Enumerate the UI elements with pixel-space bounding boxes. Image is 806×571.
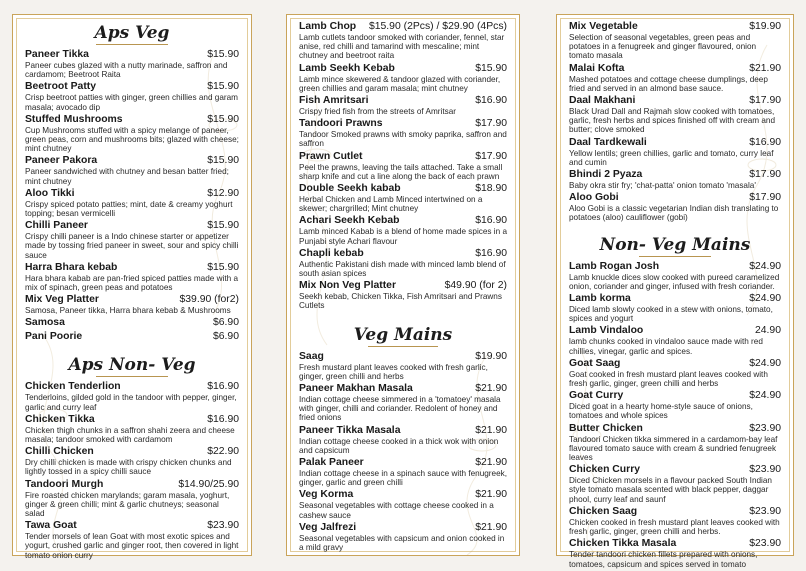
- item-price: $17.90: [475, 118, 507, 130]
- item-name: Paneer Makhan Masala: [299, 383, 413, 395]
- menu-item: [569, 358, 781, 388]
- item-price: $17.90: [749, 95, 781, 107]
- item-price: $24.90: [749, 390, 781, 402]
- menu-item: [25, 381, 239, 411]
- item-price: $19.90: [475, 350, 507, 362]
- item-price: $23.90: [749, 505, 781, 517]
- item-price: $21.90: [475, 489, 507, 501]
- item-name: Goat Curry: [569, 390, 624, 402]
- section-heading-aps-non-veg: Aps Non- Veg: [25, 355, 239, 377]
- item-description: Goat cooked in fresh mustard plant leaves cooked with fresh garlic, ginger, green chilli and herbs: [569, 369, 768, 389]
- item-name: Paneer Tikka Masala: [299, 424, 401, 436]
- menu-item: [25, 446, 239, 476]
- item-name: Malai Kofta: [569, 62, 625, 74]
- item-description: Tandoor Smoked prawns with smoky paprika, saffron and saffron: [299, 130, 507, 149]
- item-description: Diced goat in a hearty home-style sauce of onions, tomatoes and whole spices: [569, 402, 753, 421]
- item-price: $19.90: [749, 21, 781, 32]
- item-description: Crispy spiced potato patties; mint, date & creamy yoghurt topping; besan vermicelli: [25, 199, 233, 219]
- item-price: $24.90: [749, 260, 781, 272]
- item-price: $12.90: [207, 187, 239, 199]
- item-price: $15.90: [207, 81, 239, 93]
- menu-item: [569, 21, 781, 61]
- menu-item: [569, 63, 781, 93]
- menu-panel-right: [556, 14, 794, 569]
- section: [25, 23, 239, 343]
- item-description: Paneer cubes glazed with a nutty marinade, saffron and cardamom; Beetroot Raita: [25, 61, 228, 80]
- section: [25, 355, 239, 559]
- item-description: Tender morsels of lean Goat with most exotic spices and yogurt, crushed garlic and ginger root, then covered in light tomato onion curry: [25, 532, 239, 560]
- menu-item: [299, 63, 507, 93]
- item-description: Peel the prawns, leaving the tails attached. Take a small sharp knife and cut a line along the back of each prawn: [299, 162, 503, 181]
- menu-item: [25, 81, 239, 111]
- item-name: Chilli Paneer: [25, 220, 88, 232]
- item-description: Mashed potatoes and cottage cheese dumplings, deep fried and served in an almond base sauce.: [569, 74, 768, 93]
- item-price: $23.90: [749, 464, 781, 476]
- item-name: Aloo Gobi: [569, 192, 619, 204]
- item-name: Paneer Pakora: [25, 155, 98, 167]
- menu-item: [25, 262, 239, 292]
- menu-item: [299, 95, 507, 116]
- section: [569, 21, 781, 223]
- menu-item: [299, 522, 507, 552]
- menu-item: [569, 538, 781, 568]
- item-name: Goat Saag: [569, 357, 621, 369]
- section-heading-veg-mains: Veg Mains: [299, 325, 507, 347]
- item-description: Lamb mince skewered & tandoor glazed with coriander, green chillies and garam masala; mint chutney: [299, 74, 501, 93]
- item-description: lamb chunks cooked in vindaloo sauce made with red chillies, vinegar, garlic and spices.: [569, 337, 763, 356]
- item-price: $16.90: [475, 215, 507, 227]
- item-name: Pani Poorie: [25, 331, 83, 343]
- item-price: $21.90: [475, 424, 507, 436]
- item-name: Chapli kebab: [299, 247, 364, 259]
- item-name: Chicken Tikka: [25, 413, 95, 425]
- item-name: Harra Bhara kebab: [25, 261, 118, 273]
- menu-item: [25, 49, 239, 79]
- item-name: Tandoori Murgh: [25, 478, 104, 490]
- item-price: $49.90 (for 2): [444, 280, 507, 292]
- item-description: Herbal Chicken and Lamb Minced intertwined on a skewer; chargrilled; Mint chutney: [299, 195, 483, 214]
- menu-list: [569, 261, 781, 569]
- item-description: Tender tandoori chicken fillets prepared with onions, tomatoes, capsicum and spices served in tomato: [569, 550, 758, 569]
- item-description: Fire roasted chicken marylands; garam masala, yoghurt, ginger & green chilli; mint & garlic chutneys; seasonal salad: [25, 490, 230, 519]
- item-description: Indian cottage cheese cooked in a thick wok with onion and capsicum: [299, 436, 499, 455]
- item-price: $39.90 (for2): [179, 294, 239, 306]
- menu-item: [569, 390, 781, 420]
- item-name: Prawn Cutlet: [299, 150, 363, 162]
- item-price: $15.90: [207, 220, 239, 232]
- menu-item: [569, 506, 781, 536]
- item-name: Chicken Tenderlion: [25, 381, 121, 393]
- item-description: Diced lamb slowly cooked in a stew with onions, tomato, spices and yogurt: [569, 305, 773, 324]
- menu-list: [25, 381, 239, 559]
- item-description: Hara bhara kabab are pan-fried spiced patties made with a mix of spinach, green peas and potatoes: [25, 273, 238, 293]
- item-description: Diced Chicken morsels in a flavour packed South Indian style tomato masala scented with black pepper, daggar phool, curry leaf and saunf: [569, 476, 772, 504]
- item-name: Chicken Tikka Masala: [569, 538, 677, 550]
- item-price: $21.90: [475, 457, 507, 469]
- item-name: Lamb Chop: [299, 21, 357, 32]
- menu-item: [25, 114, 239, 154]
- menu-item: [569, 325, 781, 355]
- item-name: Stuffed Mushrooms: [25, 113, 123, 125]
- item-price: $16.90: [475, 247, 507, 259]
- item-name: Chicken Curry: [569, 464, 641, 476]
- item-name: Veg Jalfrezi: [299, 521, 357, 533]
- item-description: Crisp beetroot patties with ginger, green chillies and garam masala; avocado dip: [25, 93, 238, 112]
- item-name: Lamb Rogan Josh: [569, 260, 660, 272]
- item-price: $16.90: [749, 136, 781, 148]
- menu-item: [25, 294, 239, 315]
- menu-item: [299, 183, 507, 213]
- item-name: Bhindi 2 Pyaza: [569, 169, 643, 181]
- item-price: $21.90: [475, 383, 507, 395]
- menu-item: [569, 464, 781, 504]
- item-price: $17.90: [749, 169, 781, 181]
- item-name: Lamb Vindaloo: [569, 325, 644, 337]
- item-name: Double Seekh kabab: [299, 183, 401, 195]
- menu-item: [569, 293, 781, 323]
- menu-list: [25, 49, 239, 343]
- item-description: Yellow lentils; green chillies, garlic and tomato, curry leaf and cumin: [569, 148, 774, 167]
- menu-item: [25, 520, 239, 560]
- item-name: Fish Amritsari: [299, 95, 369, 107]
- item-price: $24.90: [749, 293, 781, 305]
- item-description: Crispy fried fish from the streets of Amritsar: [299, 107, 456, 117]
- item-name: Chilli Chicken: [25, 446, 94, 458]
- menu-panel-left: [12, 14, 252, 560]
- menu-item: [25, 331, 239, 343]
- item-price: 24.90: [754, 325, 781, 337]
- item-name: Mix Vegetable: [569, 21, 638, 32]
- item-price: $21.90: [475, 521, 507, 533]
- item-description: Seasonal vegetables with cottage cheese cooked in a cashew sauce: [299, 501, 494, 520]
- item-name: Palak Paneer: [299, 457, 364, 469]
- item-name: Mix Non Veg Platter: [299, 280, 397, 292]
- item-description: Lamb cutlets tandoor smoked with coriander, fennel, star anise, red chilli and tamarind with mescaline; mint chutney and beetroot raita: [299, 33, 505, 61]
- menu-item: [25, 414, 239, 444]
- item-description: Aloo Gobi is a classic vegetarian Indian dish translating to potatoes (aloo) cauliflower (gobi): [569, 204, 779, 223]
- item-price: $21.90: [749, 62, 781, 74]
- item-description: Lamb minced Kabab is a blend of home made spices in a Punjabi style Achari flavour: [299, 227, 507, 246]
- item-name: Saag: [299, 350, 324, 362]
- menu-item: [299, 118, 507, 148]
- menu-item: [299, 215, 507, 245]
- item-price: $15.90: [207, 155, 239, 167]
- item-price: $15.90: [207, 261, 239, 273]
- menu-item: [299, 21, 507, 61]
- item-price: $17.90: [749, 192, 781, 204]
- item-name: Tandoori Prawns: [299, 118, 383, 130]
- item-description: Selection of seasonal vegetables, green peas and potatoes in a fenugreek and ginger flavoured, onion tomato masala: [569, 33, 757, 61]
- item-description: Indian cottage cheese simmered in a 'tomatoey' masala with ginger, chilli and coriander. Redolent of honey and fried onions: [299, 395, 501, 423]
- item-price: $15.90: [475, 62, 507, 74]
- item-description: Tandoori Chicken tikka simmered in a cardamom-bay leaf flavoured tomato sauce with cream & sundried fenugreek leaves: [569, 434, 778, 463]
- menu-item: [299, 425, 507, 455]
- item-description: Fresh mustard plant leaves cooked with fresh garlic, ginger, green chilli and herbs: [299, 362, 488, 381]
- item-description: Tenderloins, gilded gold in the tandoor with pepper, ginger, garlic and curry leaf: [25, 393, 237, 412]
- menu-item: [299, 248, 507, 278]
- item-name: Mix Veg Platter: [25, 294, 99, 306]
- item-price: $16.90: [207, 381, 239, 393]
- menu-item: [569, 137, 781, 167]
- item-name: Achari Seekh Kebab: [299, 215, 400, 227]
- item-name: Butter Chicken: [569, 422, 643, 434]
- item-description: Samosa, Paneer tikka, Harra bhara kebab & Mushrooms: [25, 306, 231, 316]
- menu-item: [25, 155, 239, 185]
- item-name: Paneer Tikka: [25, 49, 89, 60]
- menu-panel-middle: [286, 14, 520, 556]
- item-name: Tawa Goat: [25, 520, 77, 532]
- menu-item: [299, 351, 507, 381]
- item-description: Seekh kebab, Chicken Tikka, Fish Amritsari and Prawns Cutlets: [299, 292, 502, 311]
- item-name: Samosa: [25, 317, 65, 329]
- item-price: $6.90: [212, 331, 239, 343]
- item-name: Daal Makhani: [569, 95, 636, 107]
- section: [569, 235, 781, 569]
- item-price: $15.90: [207, 113, 239, 125]
- item-name: Lamb korma: [569, 293, 631, 305]
- item-price: $14.90/25.90: [178, 478, 239, 490]
- item-name: Aloo Tikki: [25, 187, 75, 199]
- item-description: Chicken cooked in fresh mustard plant leaves cooked with fresh garlic, ginger, green chilli and herbs.: [569, 517, 780, 537]
- item-description: Lamb knuckle dices slow cooked with pureed caramelized onion, coriander and ginger, infused with fresh coriander.: [569, 272, 780, 291]
- item-price: $16.90: [475, 95, 507, 107]
- menu-item: [25, 317, 239, 329]
- section: [299, 325, 507, 553]
- section: [299, 21, 507, 311]
- item-price: $22.90: [207, 446, 239, 458]
- item-description: Chicken thigh chunks in a saffron shahi zeera and cheese masala; tandoor smoked with cardamom: [25, 425, 235, 445]
- item-name: Lamb Seekh Kebab: [299, 62, 395, 74]
- menu-item: [299, 151, 507, 181]
- menu-list: [299, 351, 507, 553]
- item-price: $15.90: [207, 49, 239, 60]
- item-description: Crispy chilli paneer is a Indo chinese starter or appetizer made by tossing fried paneer in sweet, sour and spicy chilli sauce: [25, 232, 239, 260]
- item-description: Black Urad Dall and Rajmah slow cooked with tomatoes, garlic, fresh herbs and spices finished off with cream and butter; clove smoked: [569, 107, 776, 135]
- item-description: Baby okra stir fry; 'chat-patta' onion tomato 'masala': [569, 181, 756, 191]
- menu-item: [299, 489, 507, 519]
- item-description: Indian cottage cheese in a spinach sauce with fenugreek, ginger, garlic and green chilli: [299, 469, 508, 488]
- item-price: $18.90: [475, 183, 507, 195]
- menu-item: [569, 169, 781, 190]
- item-price: $17.90: [475, 150, 507, 162]
- menu-item: [299, 383, 507, 423]
- menu-item: [569, 261, 781, 291]
- item-price: $23.90: [207, 520, 239, 532]
- item-description: Seasonal vegetables with capsicum and onion cooked in a mild gravy: [299, 533, 505, 553]
- item-price: $16.90: [207, 413, 239, 425]
- menu-item: [569, 423, 781, 463]
- menu-item: [299, 280, 507, 310]
- item-price: $15.90 (2Pcs) / $29.90 (4Pcs): [368, 21, 507, 32]
- item-price: $23.90: [749, 422, 781, 434]
- item-price: $24.90: [749, 357, 781, 369]
- menu-list: [299, 21, 507, 311]
- item-description: Cup Mushrooms stuffed with a spicy melange of paneer, green peas, corn and mushrooms bits; glazed with cheese; mint chutney: [25, 125, 239, 154]
- menu-item: [25, 479, 239, 519]
- menu-item: [299, 457, 507, 487]
- item-name: Daal Tardkewali: [569, 136, 647, 148]
- item-name: Beetroot Patty: [25, 81, 97, 93]
- item-description: Dry chilli chicken is made with crispy chicken chunks and lightly tossed in a spicy chilli sauce: [25, 458, 232, 477]
- menu-item: [25, 220, 239, 260]
- item-price: $6.90: [212, 317, 239, 329]
- section-heading-aps-veg: Aps Veg: [25, 23, 239, 45]
- item-description: Authentic Pakistani dish made with minced lamb blend of south asian spices: [299, 259, 506, 279]
- menu-list: [569, 21, 781, 223]
- item-name: Veg Korma: [299, 489, 354, 501]
- item-price: $23.90: [749, 538, 781, 550]
- menu-item: [569, 192, 781, 222]
- menu-item: [25, 188, 239, 218]
- item-description: Paneer sandwiched with chutney and besan batter fried; mint chutney: [25, 167, 229, 186]
- menu-item: [569, 95, 781, 135]
- section-heading-non-veg-mains: Non- Veg Mains: [569, 235, 781, 257]
- item-name: Chicken Saag: [569, 505, 638, 517]
